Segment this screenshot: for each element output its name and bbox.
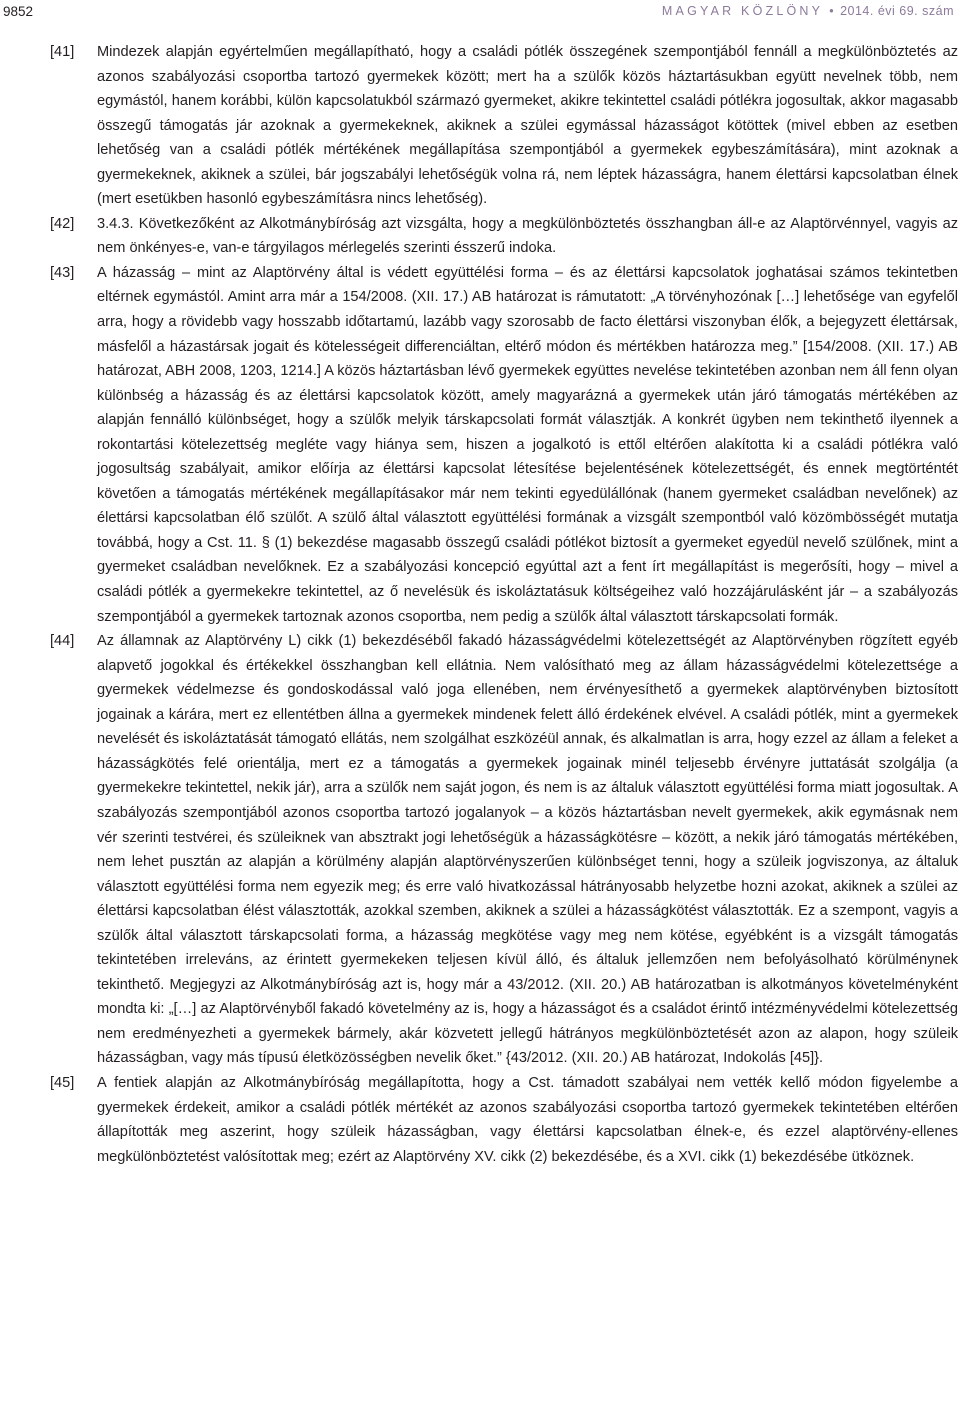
document-body — [50, 40, 958, 1169]
paragraph-number: [45] — [50, 1074, 75, 1091]
journal-name: MAGYAR KÖZLÖNY — [661, 4, 824, 18]
paragraph-text: 3.4.3. Következőként az Alkotmánybíróság azt vizsgálta, hogy a megkülönböztetés összhangban áll-e az Alaptörvénnyel, vagyis az nem önkényes-e, van-e tárgyilagos mérlegelés szerinti ésszerű indoka. — [97, 215, 958, 257]
paragraph-number: [42] — [50, 215, 75, 232]
page-number: 9852 — [3, 4, 34, 19]
issue-label: 2014. évi 69. szám — [840, 4, 954, 18]
paragraph-text: A fentiek alapján az Alkotmánybíróság megállapította, hogy a Cst. támadott szabályai nem vették kellő módon figyelembe a gyermekek érdekeit, amikor a családi pótlék mértékét az azonos szabályozási csoportba tartozó gyermekek tekintetében eltérően állapították meg aszerint, hogy szüleik házasságban, vagy élettársi kapcsolatban élnek-e, és ezzel alaptörvény-ellenes megkülönböztetést valósítottak meg; ezért az Alaptörvény XV. cikk (2) bekezdésébe, és a XVI. cikk (1) bekezdésébe ütköznek. — [97, 1074, 958, 1165]
paragraph-text: Az államnak az Alaptörvény L) cikk (1) bekezdéséből fakadó házasságvédelmi kötelezettségét az Alaptörvényben rögzített egyéb alapvető jogokkal és értékekkel összhangban kell ellátnia. Nem valósítható meg az állam házasságvédelmi kötelezettsége a gyermekek védelmezse és gondoskodással való joga ellenében, nem érvényesíthető a gyermekek alaptörvényben biztosított jogainak a kárára, mert ez ellentétben állna a gyermekek mindenek felett álló érdekének elvével. A családi pótlék, mint a gyermekek nevelését és iskoláztatását támogató ellátás, nem szolgálhat eszközéül annak, és alkalmatlan is arra, hogy ezzel az állam a feleket a házasságkötés felé orientálja, mert ez a támogatás a gyermekek jogainak minél teljesebb érvényre juttatását szolgálja (a gyermekekre tekintettel, nekik jár), arra a szülők nem saját jogon, és nem is az általuk választott együttélési forma miatt jogosultak. A szabályozás szempontjából azonos csoportba tartozó jogalanyok – a közös háztartásban nevelt gyermekek, akik egymásnak nem vér szerinti testvérei, és szüleiknek van absztrakt jogi lehetőségük a házasságkötésre – között, a nekik járó támogatás mértékében, nem lehet pusztán az alapján a körülmény alapján alaptörvényszerűen különbséget tenni, hogy a szüleik jogviszonya, az általuk választott együttélési forma nem egyezik meg; és erre való hivatkozással hátrányosabb helyzetbe hozni azokat, akiknek a szülei az élettársi kapcsolatban élést választották, azokkal szemben, akiknek a szülei a házasságkötést választották. Ez a szempont, vagyis a szülők által választott társkapcsolati forma, a házasság megkötése vagy meg nem kötése, egyébként is a vizsgált támogatás tekintetében irreleváns, az érintett gyermekeken teljesen kívül álló, és általuk jellemzően nem befolyásolható körülménynek tekinthető. Megjegyzi az Alkotmánybíróság azt is, hogy már a 43/2012. (XII. 20.) AB határozatban is alkotmányos követelményként mondta ki: „[…] az Alaptörvényből fakadó követelmény az is, hogy a házasságot és a családot érintő intézményvédelmi kötelezettség nem eredményezheti a gyermekek bármely, akár közvetett jellegű hátrányos megkülönböztetését azon az alapon, hogy szüleik házasságban, vagy más típusú életközösségben nevelik őket.” {43/2012. (XII. 20.) AB határozat, Indokolás [45]}. — [97, 633, 958, 1067]
paragraph-text: A házasság – mint az Alaptörvény által is védett együttélési forma – és az élettársi kapcsolatok joghatásai számos tekintetben eltérnek egymástól. Amint arra már a 154/2008. (XII. 17.) AB határozat is rámutatott: „A törvényhozónak […] lehetősége van egyfelől arra, hogy a rövidebb vagy hosszabb időtartamú, lazább vagy szorosabb de facto élettársi viszonyban élők, a bejegyzett élettársak, másfelől a házastársak jogait és kötelességeit differenciáltan, eltérő módon és mértékben határozza meg.” [154/2008. (XII. 17.) AB határozat, ABH 2008, 1203, 1214.] A közös háztartásban lévő gyermekek együttes nevelése tekintetében azonban nem áll fenn olyan különbség a házasság és az élettársi kapcsolatok között, amely magyarázná a gyermekek után járó támogatás mértékében az alapján fennálló különbséget, hogy a szülők melyik társkapcsolati formát választják. A konkrét ügyben nem tekinthető ilyennek a rokontartási kötelezettség megléte vagy hiánya sem, hiszen a jogalkotó is ettől eltérően alakította ki a családi pótlékra való jogosultság szabályait, amikor előírja az élettársi kapcsolat létesítése bejelentésének kötelezettségét, és ennek megtörténtét követően a támogatás mértékének megállapításakor már nem tekinti egyedülállónak (hanem gyermeket családban nevelőnek) az élettársi kapcsolatban élő szülőt. A szülő által választott együttélési formának a vizsgált szempontból való közömbösségét mutatja továbbá, hogy a Cst. 11. § (1) bekezdése magasabb összegű családi pótlékot biztosít a gyermeket egyedül nevelő szülőnek, mint a gyermeket családban nevelőknek. Ez a szabályozási koncepció egyúttal azt a fent írt megállapítást is megerősíti, hogy – mivel a családi pótlék a gyermekekre tekintettel, az ő nevelésük és iskoláztatásuk költségeihez való hozzájárulásként jár – a szabályozás szempontjából a gyermekek tartoznak azonos csoportba, nem pedig a szülők által választott társkapcsolati formák. — [97, 264, 958, 625]
journal-title — [662, 4, 954, 18]
paragraph-text: Mindezek alapján egyértelműen megállapítható, hogy a családi pótlék összegének szempontjából fennáll a megkülönböztetés az azonos szabályozási csoportba tartozó gyermekek között; mert ha a szülők közös háztartásukban együtt nevelnek több, nem egymástól, hanem korábbi, külön kapcsolatukból származó gyermeket, akikre tekintettel családi pótlékra jogosultak, akkor magasabb összegű támogatás jár azoknak a gyermekeknek, akiknek a szülei egymással házasságot kötöttek (mivel ebben az esetben lehetőség van a családi pótlék mértékének megállapítása szempontjából a gyermekek egybeszámítására), mint azoknak a gyermekeknek, akiknek a szülei, bár jogszabályi lehetőségük volna rá, nem léptek házasságra, hanem élettársi kapcsolatban élnek (mert esetükben hasonló egybeszámításra nincs lehetőség). — [97, 44, 958, 208]
paragraph-number: [43] — [50, 264, 75, 281]
paragraph-43 — [50, 261, 958, 629]
paragraph-44 — [50, 629, 958, 1071]
paragraph-45 — [50, 1071, 958, 1169]
paragraph-number: [41] — [50, 44, 75, 60]
page-header — [0, 0, 960, 24]
paragraph-number: [44] — [50, 633, 75, 650]
paragraph-41 — [50, 40, 958, 212]
paragraph-42 — [50, 212, 958, 261]
header-separator: • — [829, 4, 835, 18]
